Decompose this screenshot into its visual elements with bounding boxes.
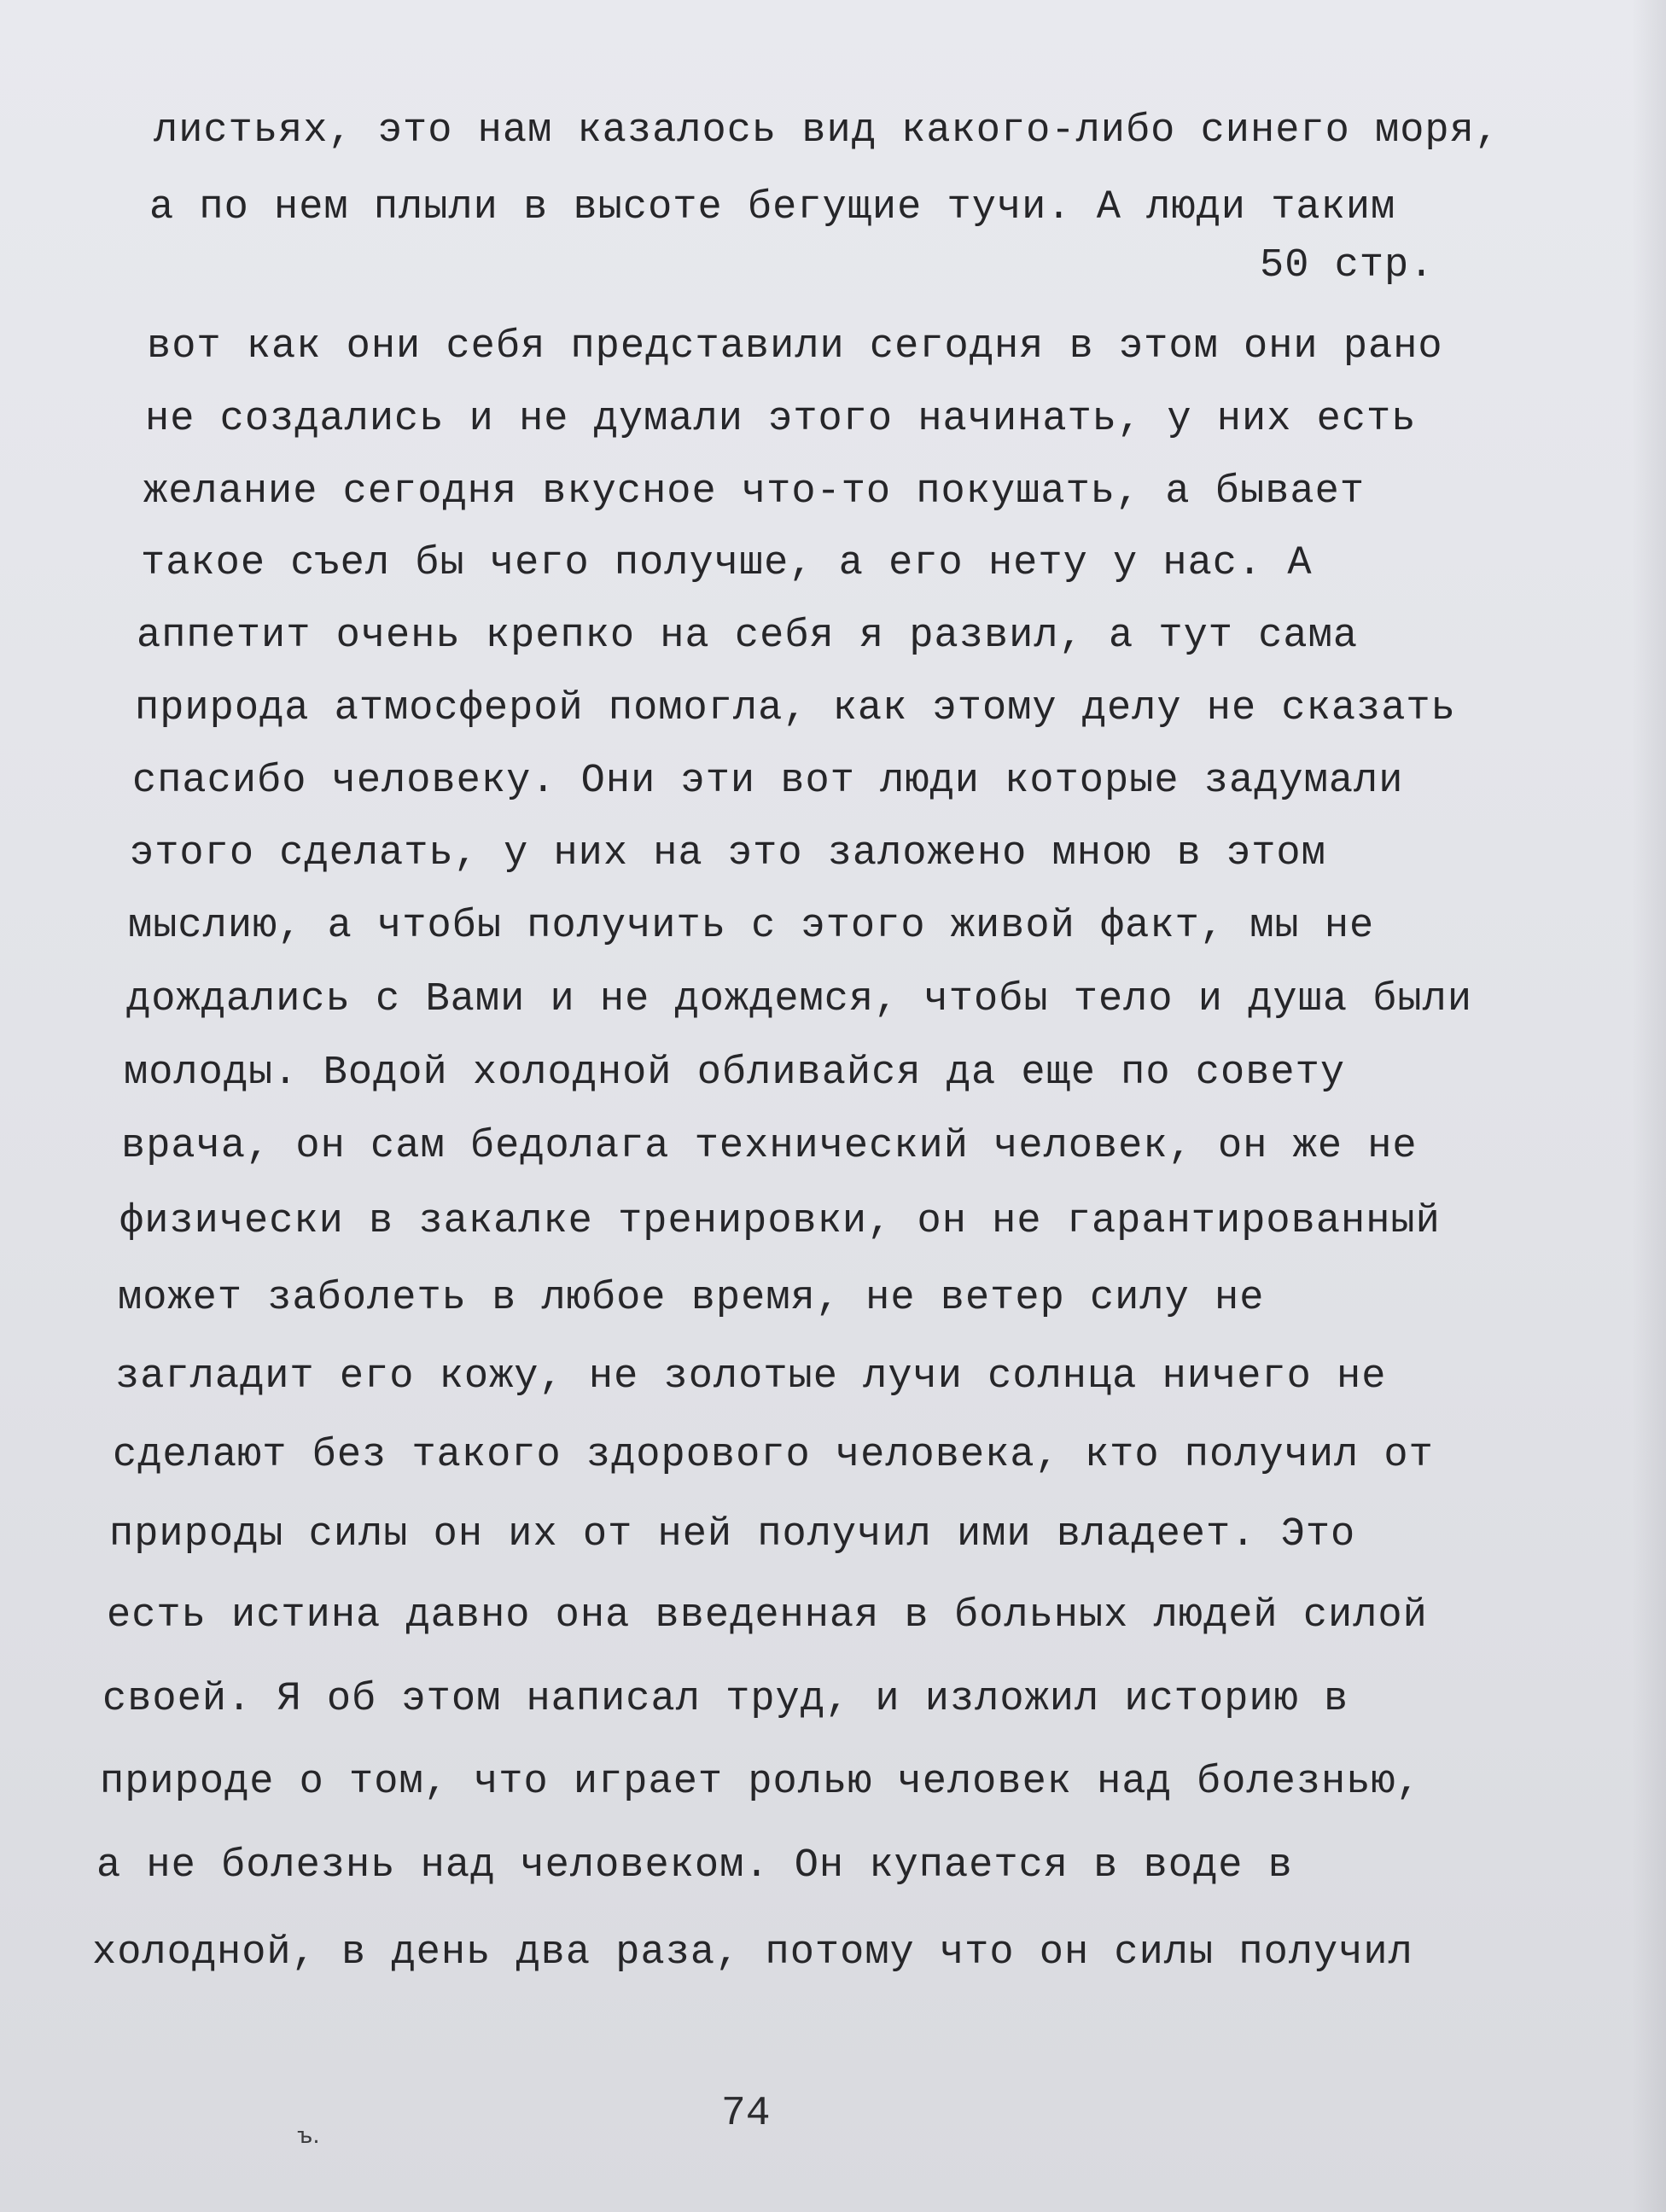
- text-line: загладит его кожу, не золотые лучи солнца ничего не: [115, 1354, 1387, 1400]
- text-line: мыслию, а чтобы получить с этого живой факт, мы не: [128, 904, 1375, 949]
- text-line: такое съел бы чего получше, а его нету у нас. А: [141, 541, 1313, 586]
- page-number: 74: [721, 2091, 771, 2137]
- text-line: холодной, в день два раза, потому что он силы получил: [92, 1930, 1413, 1976]
- text-line: листьях, это нам казалось вид какого-либо синего моря,: [154, 108, 1500, 154]
- text-line: природа атмосферой помогла, как этому делу не сказать: [135, 686, 1456, 731]
- text-line: вот как они себя представили сегодня в этом они рано: [147, 324, 1443, 370]
- text-line: аппетит очень крепко на себя я развил, а тут сама: [137, 614, 1359, 659]
- page-edge-shadow: [1632, 0, 1666, 2212]
- text-line: этого сделать, у них на это заложено мною в этом: [130, 831, 1326, 876]
- text-line: природы силы он их от ней получил ими владеет. Это: [109, 1512, 1356, 1557]
- text-line: своей. Я об этом написал труд, и изложил историю в: [102, 1677, 1349, 1722]
- text-line: желание сегодня вкусное что-то покушать, а бывает: [143, 469, 1366, 515]
- text-line: сделают без такого здорового человека, кто получил от: [113, 1433, 1434, 1478]
- text-line: врача, он сам бедолага технический человек, он же не: [121, 1124, 1418, 1169]
- page-reference: 50 стр.: [1260, 243, 1435, 288]
- text-line: а по нем плыли в высоте бегущие тучи. А люди таким: [149, 185, 1396, 230]
- text-line: дождались с Вами и не дождемся, чтобы тело и душа были: [126, 977, 1473, 1022]
- text-line: не создались и не думали этого начинать, у них есть: [145, 397, 1417, 442]
- text-line: есть истина давно она введенная в больных людей силой: [107, 1593, 1428, 1639]
- text-line: природе о том, что играет ролью человек над болезнью,: [100, 1760, 1421, 1805]
- text-line: а не болезнь над человеком. Он купается в воде в: [96, 1843, 1293, 1889]
- text-line: может заболеть в любое время, не ветер силу не: [118, 1276, 1265, 1321]
- text-line: спасибо человеку. Они эти вот люди которые задумали: [132, 759, 1404, 804]
- margin-mark: ъ.: [297, 2123, 320, 2149]
- text-line: молоды. Водой холодной обливайся да еще по совету: [124, 1051, 1346, 1096]
- text-line: физически в закалке тренировки, он не гарантированный: [119, 1199, 1441, 1244]
